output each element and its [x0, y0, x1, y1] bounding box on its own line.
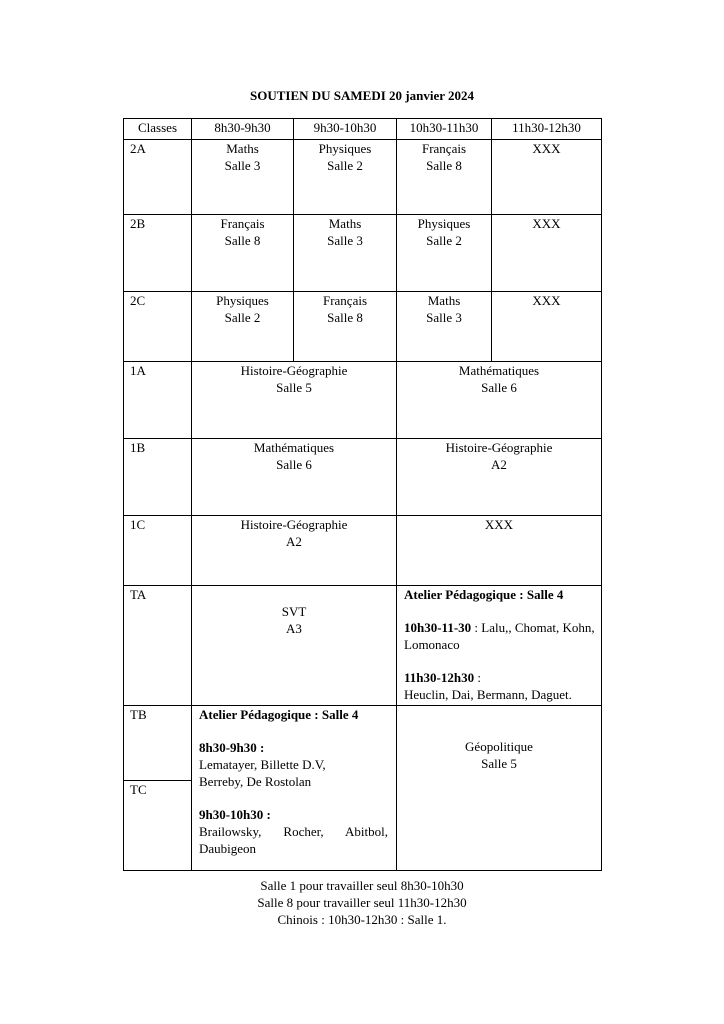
class-label: 2A [124, 140, 192, 215]
cell: XXX [492, 292, 602, 362]
subject: Histoire-Géographie [240, 517, 348, 532]
slot-separator: : [474, 670, 481, 685]
table-row [124, 292, 602, 362]
subject: Maths [328, 216, 362, 231]
table-row [124, 516, 602, 586]
subject: Français [421, 141, 467, 156]
class-label: 2C [124, 292, 192, 362]
atelier-cell [397, 586, 602, 706]
cell [397, 140, 492, 215]
cell [397, 362, 602, 439]
cell [192, 586, 397, 706]
cell [192, 439, 397, 516]
cell: XXX [492, 215, 602, 292]
subject: Histoire-Géographie [445, 440, 553, 455]
class-label: 1A [124, 362, 192, 439]
cell [397, 292, 492, 362]
room: Salle 8 [224, 233, 261, 248]
subject: Physiques [417, 216, 471, 231]
room: Salle 8 [327, 310, 363, 325]
slot-time: 10h30-11-30 [404, 620, 472, 635]
room: Salle 3 [224, 158, 261, 173]
class-label: 1C [124, 516, 192, 586]
subject: Physiques [216, 293, 269, 308]
cell: XXX [492, 140, 602, 215]
cell [294, 140, 397, 215]
atelier-cell [192, 706, 397, 871]
cell [192, 292, 294, 362]
room: Salle 8 [426, 158, 462, 173]
room: Salle 5 [276, 380, 312, 395]
room: Salle 3 [426, 310, 462, 325]
room: A3 [286, 621, 302, 636]
subject: Géopolitique [465, 739, 533, 754]
subject: SVT [281, 604, 307, 619]
subject: Mathématiques [253, 440, 335, 455]
subject: Maths [226, 141, 259, 156]
class-label: TA [124, 586, 192, 706]
cell [192, 516, 397, 586]
participant: Brailowsky, [199, 824, 262, 839]
room: Salle 6 [481, 380, 517, 395]
room: Salle 2 [327, 158, 363, 173]
header-slot-2: 9h30-10h30 [294, 119, 397, 140]
footer-note: Salle 8 pour travailler seul 11h30-12h30 [257, 895, 467, 910]
room: Salle 2 [224, 310, 261, 325]
footer-notes [0, 877, 724, 928]
slot-participants: Heuclin, Dai, Bermann, Daguet. [404, 687, 572, 702]
room: Salle 2 [426, 233, 462, 248]
slot-time: 9h30-10h30 : [199, 807, 271, 822]
cell [192, 140, 294, 215]
class-label: 2B [124, 215, 192, 292]
document-title: SOUTIEN DU SAMEDI 20 janvier 2024 [249, 88, 475, 103]
participant: Abitbol, [345, 824, 388, 839]
class-label: 1B [124, 439, 192, 516]
room: Salle 3 [327, 233, 363, 248]
subject: Maths [427, 293, 461, 308]
slot-participants [199, 823, 388, 840]
table-row [124, 140, 602, 215]
table-row [124, 439, 602, 516]
cell [397, 706, 602, 871]
slot-time: 8h30-9h30 : [199, 740, 265, 755]
cell [192, 215, 294, 292]
participant: Rocher, [283, 824, 324, 839]
header-slot-1: 8h30-9h30 [192, 119, 294, 140]
cell [294, 215, 397, 292]
room: A2 [491, 457, 507, 472]
subject: Histoire-Géographie [240, 363, 348, 378]
slot-participants: Lematayer, Billette D.V, [199, 757, 326, 772]
slot-participants: Daubigeon [199, 841, 257, 856]
cell [397, 215, 492, 292]
class-label: TB [124, 706, 192, 781]
atelier-title: Atelier Pédagogique : Salle 4 [199, 707, 359, 722]
room: A2 [286, 534, 302, 549]
cell [397, 439, 602, 516]
atelier-slot [404, 619, 595, 653]
atelier-title: Atelier Pédagogique : Salle 4 [404, 587, 564, 602]
subject: Physiques [318, 141, 372, 156]
table-row [124, 362, 602, 439]
footer-note: Salle 1 pour travailler seul 8h30-10h30 [260, 878, 464, 893]
table-row [124, 215, 602, 292]
room: Salle 6 [276, 457, 312, 472]
table-row [124, 586, 602, 706]
cell [294, 292, 397, 362]
slot-participants: Berreby, De Rostolan [199, 774, 312, 789]
footer-note: Chinois : 10h30-12h30 : Salle 1. [277, 912, 447, 927]
subject: Mathématiques [458, 363, 540, 378]
table-row [124, 706, 602, 781]
slot-participants: : Lalu,, Chomat, Kohn, Lomonaco [404, 620, 595, 652]
cell [192, 362, 397, 439]
atelier-slot [404, 669, 595, 686]
slot-time: 11h30-12h30 [404, 670, 475, 685]
table-header-row [124, 119, 602, 140]
header-slot-3: 10h30-11h30 [397, 119, 492, 140]
class-label: TC [124, 781, 192, 871]
header-slot-4: 11h30-12h30 [492, 119, 602, 140]
subject: Français [322, 293, 368, 308]
schedule-table [123, 118, 602, 871]
cell: XXX [397, 516, 602, 586]
subject: Français [220, 216, 265, 231]
header-classes: Classes [124, 119, 192, 140]
room: Salle 5 [481, 756, 517, 771]
